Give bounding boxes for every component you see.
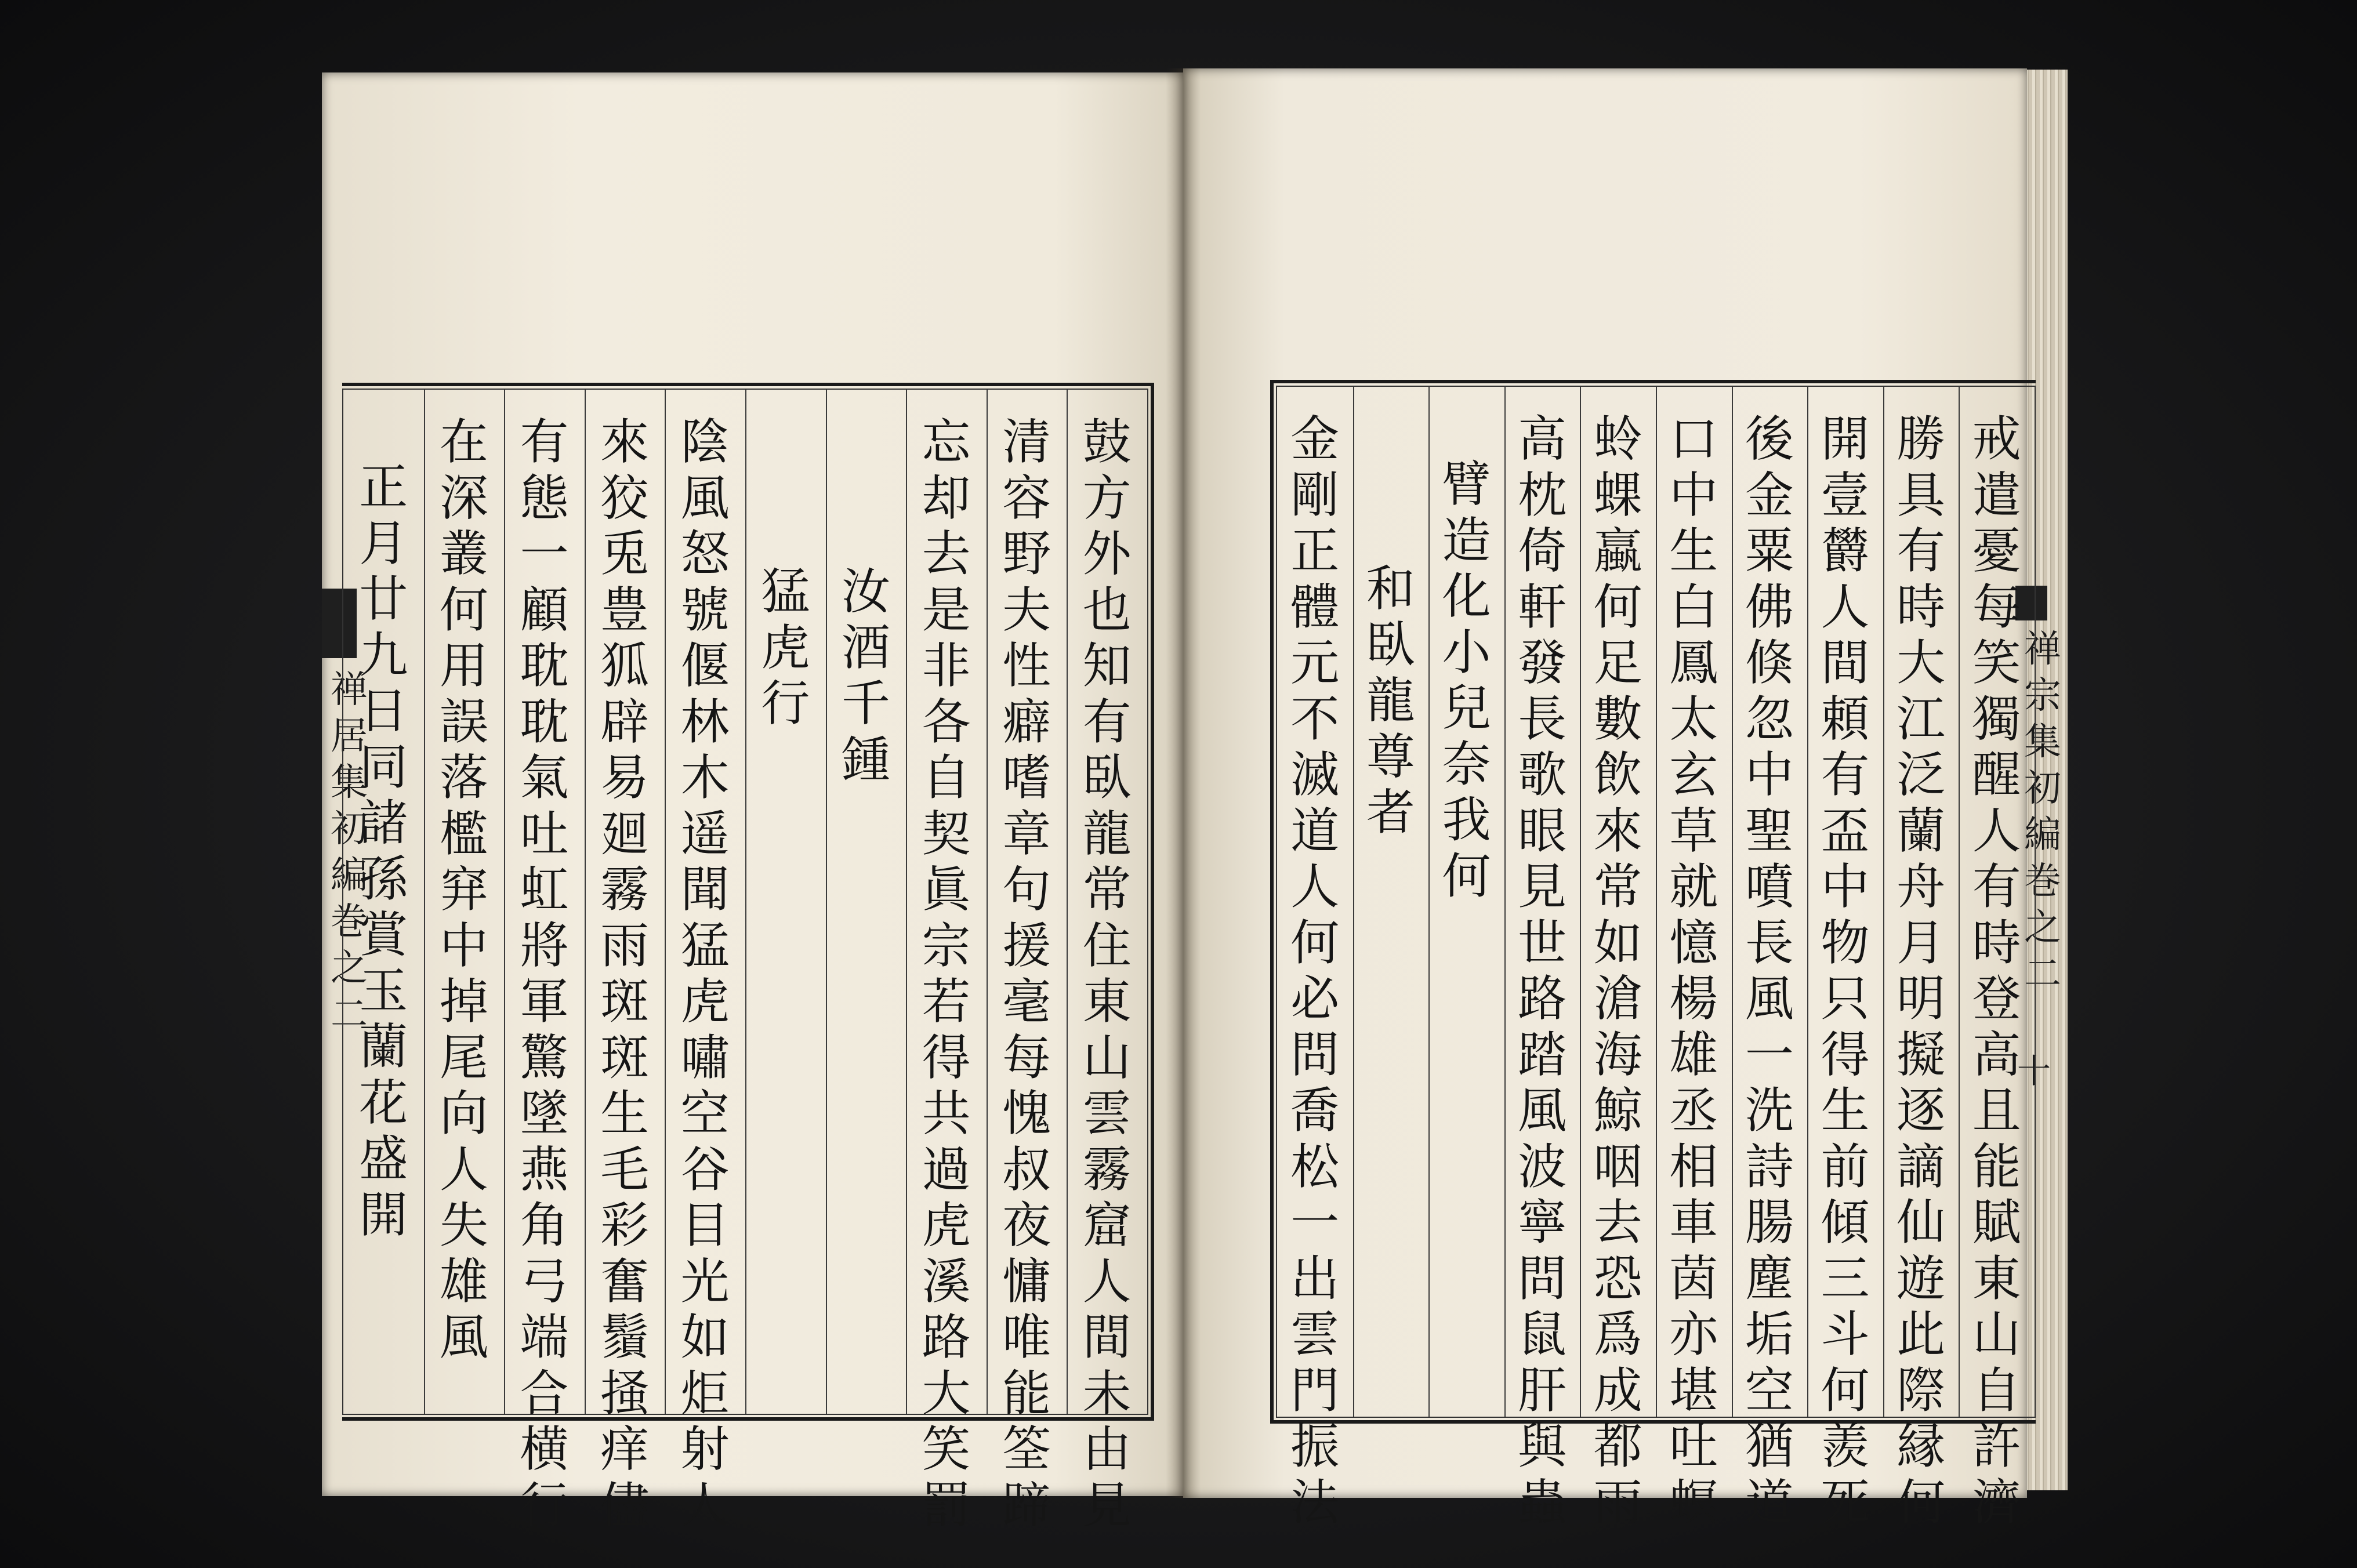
column-rule [585,390,586,1414]
column-rule [1504,387,1506,1417]
text-column: 臂 造 化 小 兒 奈 我 何 [1442,456,1491,905]
column-rule [1656,387,1657,1417]
column-rule [906,390,907,1414]
text-column: 正 月 廿 九 日 同 諸 孫 賞 玉 蘭 花 盛 開 [359,459,408,1243]
column-rule [1353,387,1354,1417]
right-margin-title: 禅 宗 集 初 編 巻 之 二 [2024,628,2061,996]
text-column: 和 臥 龍 尊 者 [1366,560,1415,841]
text-column: 忘 却 去 是 非 各 自 契 眞 宗 若 得 共 過 虎 溪 路 大 笑 罰 [922,413,971,1534]
text-column: 高 枕 倚 軒 發 長 歌 眼 見 世 路 踏 風 波 寧 問 鼠 肝 與 蟲 [1518,411,1567,1531]
text-column: 有 態 一 顧 耽 耽 氣 吐 虹 將 軍 驚 墜 燕 角 弓 端 合 横 行 [520,413,569,1534]
text-column: 開 壹 欝 人 間 頼 有 盃 中 物 只 得 生 前 傾 三 斗 何 羨 死 [1821,411,1870,1531]
column-rule [1580,387,1581,1417]
text-column: 戒 遣 憂 每 笑 獨 醒 人 有 時 登 高 且 能 賦 東 山 自 許 濟 [1972,411,2021,1531]
column-rule [1067,390,1068,1414]
text-column: 後 金 粟 佛 倏 忽 中 聖 噴 長 風 一 洗 詩 腸 塵 垢 空 猶 道 [1745,411,1794,1531]
text-column: 金 剛 正 體 元 不 滅 道 人 何 必 問 喬 松 一 出 雲 門 振 法 [1290,411,1340,1531]
column-rule [745,390,746,1414]
text-column: 來 狡 兎 豊 狐 辟 易 廻 霧 雨 斑 斑 生 毛 彩 奮 鬚 掻 痒 儘 [600,413,650,1534]
page-number: 十 [2017,1051,2051,1091]
left-margin-title: 禅 居 集 初 編 巻 之 二 [331,669,368,1036]
book-gutter [1166,68,1201,1498]
text-column: 蛉 蜾 蠃 何 足 數 飲 來 常 如 滄 海 鯨 咽 去 恐 爲 成 都 雨 [1593,411,1642,1531]
column-rule [1428,387,1430,1417]
right-text-frame [1270,380,2036,1531]
text-column: 在 深 叢 何 用 誤 落 檻 穽 中 掉 尾 向 人 失 雄 風 [439,413,488,1366]
column-rule [1732,387,1733,1417]
text-column: 清 容 野 夫 性 癖 嗜 章 句 援 毫 每 愧 叔 夜 慵 唯 能 筌 蹄 [1002,413,1051,1534]
column-rule [1807,387,1808,1417]
column-rule [987,390,988,1414]
column-rule [504,390,505,1414]
left-text-frame [342,383,1154,1534]
text-column: 陰 風 怒 號 偃 林 木 遥 聞 猛 虎 嘯 空 谷 目 光 如 炬 射 人 [680,413,730,1534]
text-column: 猛 虎 行 [761,563,810,732]
text-column: 汝 酒 千 鍾 [841,563,890,788]
column-rule [826,390,827,1414]
column-rule [424,390,425,1414]
column-rule [1959,387,1960,1417]
text-column: 勝 具 有 時 大 江 泛 蘭 舟 月 明 擬 逐 謫 仙 遊 此 際 縁 何 [1897,411,1946,1531]
column-rule [665,390,666,1414]
column-rule [1883,387,1884,1417]
text-column: 口 中 生 白 鳳 太 玄 草 就 憶 楊 雄 丞 相 車 茵 亦 堪 吐 螟 [1669,411,1718,1531]
text-column: 鼓 方 外 也 知 有 臥 龍 常 住 東 山 雲 霧 窟 人 間 未 由 見 [1082,413,1132,1534]
